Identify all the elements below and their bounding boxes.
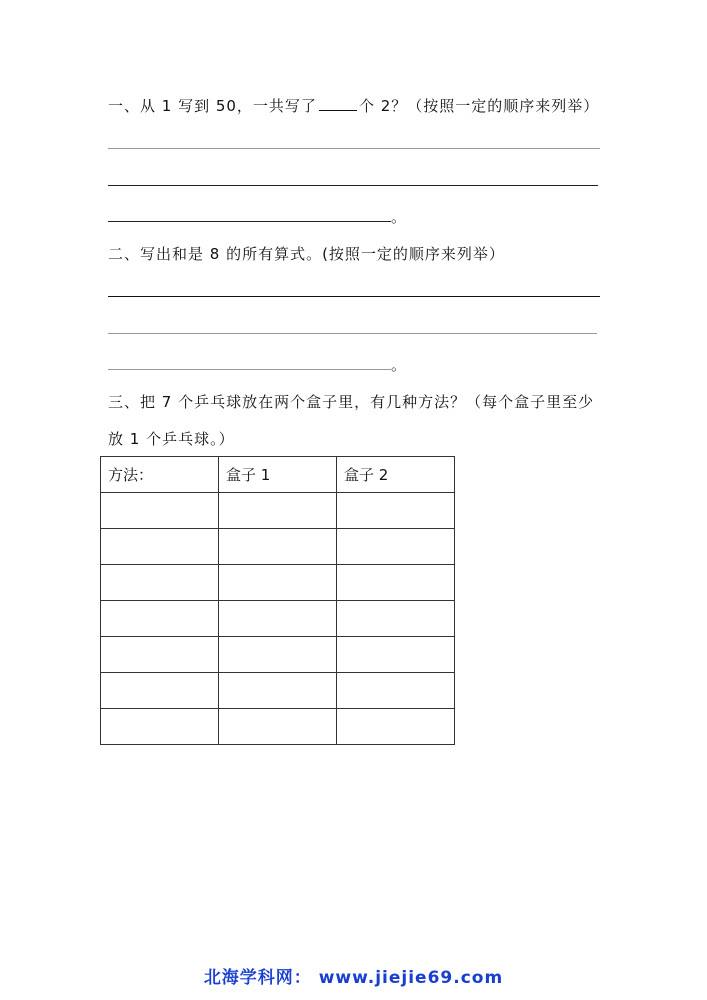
table-cell[interactable] <box>219 529 337 565</box>
table-row <box>101 673 455 709</box>
answer-line-1a[interactable] <box>108 148 600 149</box>
table-cell[interactable] <box>337 565 455 601</box>
table-row <box>101 601 455 637</box>
table-cell[interactable] <box>101 529 219 565</box>
table-row <box>101 529 455 565</box>
question-3-line-1: 三、把 7 个乒乓球放在两个盒子里，有几种方法？（每个盒子里至少 <box>108 393 595 411</box>
question-1 <box>108 95 599 116</box>
question-1-text-start: 一、从 1 写到 50，一共写了 <box>108 97 317 115</box>
table-cell[interactable] <box>219 565 337 601</box>
answer-line-2c[interactable] <box>108 369 391 370</box>
question-2: 二、写出和是 8 的所有算式。(按照一定的顺序来列举） <box>108 245 505 263</box>
table-header-row <box>101 457 455 493</box>
answer-line-1b[interactable] <box>108 185 598 186</box>
table-cell[interactable] <box>337 637 455 673</box>
question-1-text-end: 个 2？（按照一定的顺序来列举） <box>358 97 600 115</box>
answer-line-2b[interactable] <box>108 333 597 334</box>
table-cell[interactable] <box>219 673 337 709</box>
table-row <box>101 637 455 673</box>
table-cell[interactable] <box>219 601 337 637</box>
answer-table <box>100 456 455 745</box>
table-cell[interactable] <box>337 493 455 529</box>
table-cell[interactable] <box>219 709 337 745</box>
header-box-2: 盒子 2 <box>337 457 455 493</box>
table-row <box>101 493 455 529</box>
table-cell[interactable] <box>101 637 219 673</box>
header-box-1: 盒子 1 <box>219 457 337 493</box>
table-cell[interactable] <box>101 565 219 601</box>
question-2-period: 。 <box>391 356 407 374</box>
table-cell[interactable] <box>219 637 337 673</box>
table-row <box>101 709 455 745</box>
answer-blank[interactable] <box>319 96 357 111</box>
table-row <box>101 565 455 601</box>
table-cell[interactable] <box>101 673 219 709</box>
table-cell[interactable] <box>337 673 455 709</box>
answer-line-1c[interactable] <box>108 221 391 222</box>
footer-watermark: 北海学科网： www.jiejie69.com <box>203 968 504 988</box>
table-cell[interactable] <box>337 529 455 565</box>
table-cell[interactable] <box>101 601 219 637</box>
header-method: 方法： <box>101 457 219 493</box>
answer-line-2a[interactable] <box>108 296 600 297</box>
question-1-period: 。 <box>391 208 407 226</box>
table-cell[interactable] <box>337 601 455 637</box>
table-cell[interactable] <box>219 493 337 529</box>
table-cell[interactable] <box>101 709 219 745</box>
table-cell[interactable] <box>101 493 219 529</box>
question-3-line-2: 放 1 个乒乓球。） <box>108 430 235 448</box>
table-cell[interactable] <box>337 709 455 745</box>
